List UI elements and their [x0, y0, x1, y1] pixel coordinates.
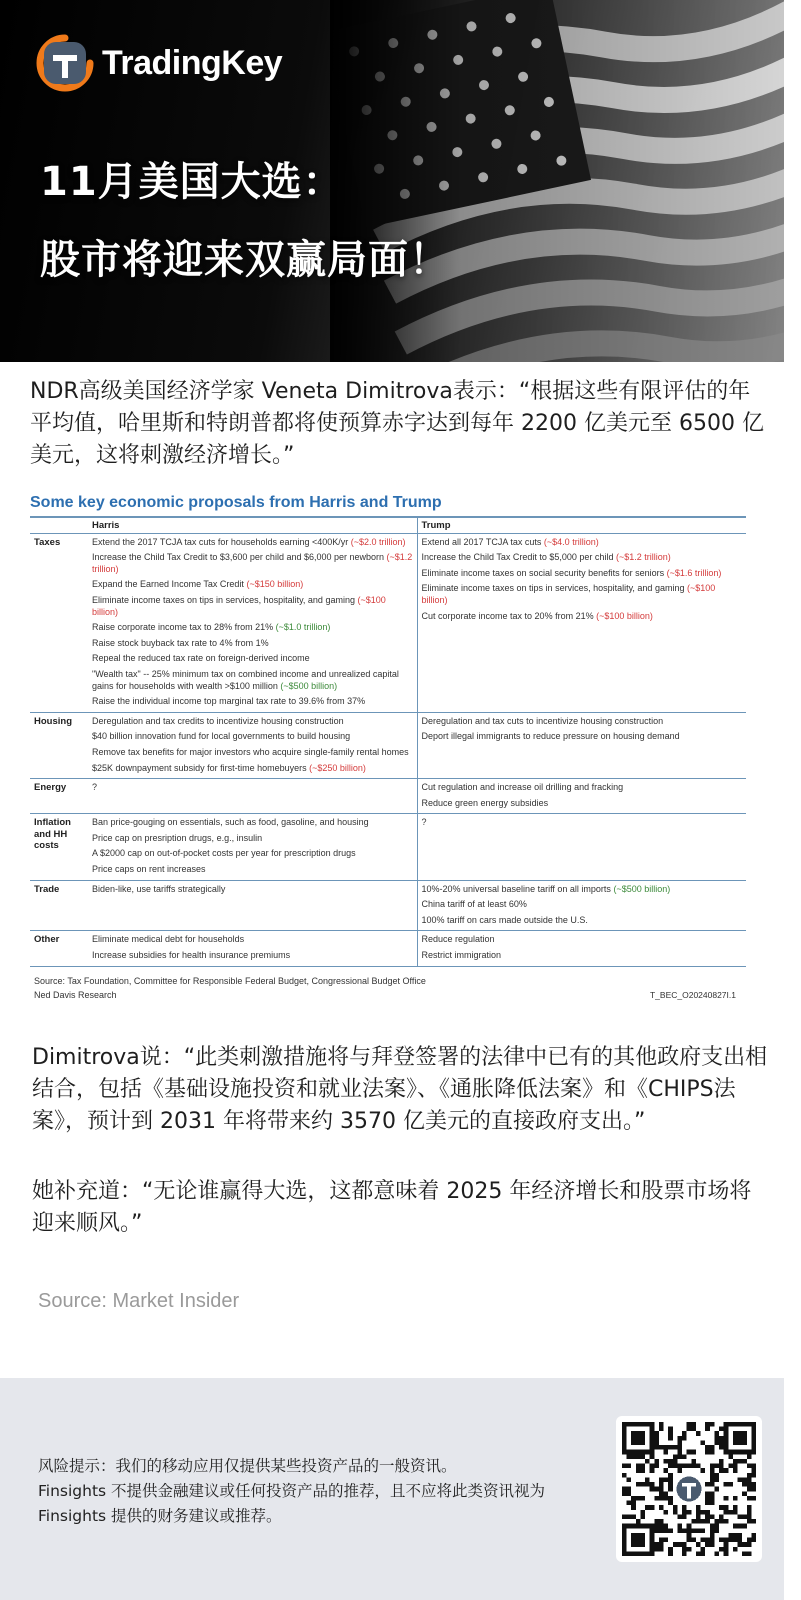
proposal-text: Cut regulation and increase oil drilling and fracking: [421, 782, 624, 793]
harris-proposal: [92, 950, 413, 962]
us-flag-image: [330, 0, 784, 362]
proposal-text: Ban price-gouging on essentials, such as food, gasoline, and housing: [92, 817, 369, 828]
harris-cell: [88, 880, 417, 931]
harris-cell: [88, 712, 417, 778]
trump-proposal: [422, 915, 743, 927]
trump-proposal: [422, 568, 743, 580]
article-source: Source: Market Insider: [38, 1290, 240, 1312]
proposal-text: A $2000 cap on out-of-pocket costs per year for prescription drugs: [92, 848, 356, 859]
proposal-cost: (~$2.0 trillion): [350, 536, 406, 547]
proposals-table-body: [30, 533, 746, 966]
proposal-cost: (~$100 billion): [421, 583, 716, 605]
proposal-cost: (~$100 billion): [596, 610, 653, 621]
header-category: [30, 517, 88, 533]
figure-title: Some key economic proposals from Harris and Trump: [30, 494, 442, 511]
table-row: [30, 880, 746, 931]
proposal-text: Cut corporate income tax to 20% from 21%: [421, 610, 594, 621]
proposal-cost: (~$150 billion): [246, 579, 304, 590]
trump-proposal: [422, 716, 743, 728]
proposal-text: 100% tariff on cars made outside the U.S.: [421, 914, 588, 925]
proposal-text: Remove tax benefits for major investors who acquire single-family rental homes: [92, 746, 409, 757]
proposal-text: 10%-20% universal baseline tariff on all imports: [421, 883, 611, 894]
harris-cell: [88, 779, 417, 814]
proposal-text: Deregulation and tax cuts to incentivize housing construction: [421, 715, 664, 726]
trump-proposal: [422, 731, 743, 743]
proposal-text: Eliminate medical debt for households: [92, 934, 245, 945]
trump-proposal: [422, 817, 743, 829]
proposal-text: Extend the 2017 TCJA tax cuts for households earning <400K/yr: [92, 536, 349, 547]
hero-banner: [0, 0, 784, 362]
harris-proposal: [92, 848, 413, 860]
dimitrova-quote-paragraph: Dimitrova说：“此类刺激措施将与拜登签署的法律中已有的其他政府支出相结合，包括《基础设施投资和就业法案》、《通胀降低法案》和《CHIPS法案》，预计到 2031 年将带来约 3570 亿美元的直接政府支出。”: [32, 1045, 768, 1134]
harris-proposal: [92, 833, 413, 845]
qr-code-icon: [622, 1422, 756, 1556]
table-row: [30, 779, 746, 814]
proposal-text: Raise corporate income tax to 28% from 21%: [92, 622, 274, 633]
row-category: Trade: [30, 880, 88, 931]
hero-title-line2: 股市将迎来双赢局面！: [40, 237, 450, 283]
harris-proposal: [92, 595, 413, 618]
harris-cell: [88, 814, 417, 880]
proposal-text: Reduce regulation: [421, 934, 495, 945]
intro-paragraph: NDR高级美国经济学家 Veneta Dimitrova表示：“根据这些有限评估的年平均值，哈里斯和特朗普都将使预算赤字达到每年 2200 亿美元至 6500 亿美元，这将刺激经济增长。”: [30, 379, 764, 468]
proposal-text: Restrict immigration: [421, 950, 502, 961]
proposal-cost: (~$500 billion): [613, 883, 671, 894]
proposals-table: [30, 516, 746, 967]
row-category: Inflation and HH costs: [30, 814, 88, 880]
proposal-text: Raise stock buyback tax rate to 4% from 1%: [92, 637, 269, 648]
row-category: Housing: [30, 712, 88, 778]
proposal-text: ?: [92, 782, 98, 793]
proposal-text: ?: [421, 817, 427, 828]
tailwind-quote-paragraph: 她补充道：“无论谁赢得大选，这都意味着 2025 年经济增长和股票市场将迎来顺风。”: [32, 1179, 752, 1236]
proposal-cost: (~$1.0 trillion): [275, 622, 331, 633]
risk-disclaimer: [38, 1454, 598, 1529]
table-row: [30, 931, 746, 966]
row-category: Taxes: [30, 533, 88, 712]
proposal-text: Price cap on presription drugs, e.g., insulin: [92, 832, 263, 843]
proposal-text: Repeal the reduced tax rate on foreign-derived income: [92, 653, 310, 664]
brand-name: TradingKey: [102, 43, 283, 82]
harris-proposal: [92, 669, 413, 692]
proposal-text: Raise the individual income top marginal tax rate to 39.6% from 37%: [92, 696, 366, 707]
proposal-text: "Wealth tax" -- 25% minimum tax on combined income and unrealized capital gains for households with wealth >$100 million: [92, 668, 399, 691]
trump-proposal: [422, 552, 743, 564]
proposal-text: Increase the Child Tax Credit to $5,000 per child: [421, 552, 614, 563]
harris-proposal: [92, 817, 413, 829]
proposal-text: China tariff of at least 60%: [421, 899, 527, 910]
proposal-text: Expand the Earned Income Tax Credit: [92, 579, 244, 590]
harris-proposal: [92, 731, 413, 743]
row-category: Other: [30, 931, 88, 966]
proposal-text: $25K downpayment subsidy for first-time homebuyers: [92, 762, 307, 773]
header-trump: Trump: [417, 517, 746, 533]
trump-proposal: [422, 798, 743, 810]
row-category: Energy: [30, 779, 88, 814]
proposal-text: Price caps on rent increases: [92, 864, 206, 875]
proposal-text: Biden-like, use tariffs strategically: [92, 883, 226, 894]
harris-proposal: [92, 763, 413, 775]
proposal-text: Deregulation and tax credits to incentivize housing construction: [92, 715, 344, 726]
harris-proposal: [92, 653, 413, 665]
proposal-text: Deport illegal immigrants to reduce pressure on housing demand: [421, 731, 680, 742]
trump-proposal: [422, 950, 743, 962]
header-harris: Harris: [88, 517, 417, 533]
trump-proposal: [422, 899, 743, 911]
proposal-cost: (~$1.6 trillion): [666, 567, 722, 578]
harris-proposal: [92, 622, 413, 634]
proposal-text: Eliminate income taxes on tips in services, hospitality, and gaming: [421, 583, 685, 594]
proposal-cost: (~$100 billion): [92, 594, 386, 617]
proposal-text: Eliminate income taxes on tips in services, hospitality, and gaming: [92, 594, 355, 605]
proposal-cost: (~$4.0 trillion): [543, 536, 599, 547]
hero-title-line1: 11月美国大选：: [40, 159, 344, 205]
harris-cell: [88, 931, 417, 966]
proposal-text: Increase the Child Tax Credit to $3,600 per child and $6,000 per newborn: [92, 552, 385, 563]
risk-line-2: Finsights 不提供金融建议或任何投资产品的推荐，且不应将此类资讯视为 Finsights 提供的财务建议或推荐。: [38, 1482, 546, 1525]
proposal-text: Reduce green energy subsidies: [421, 797, 549, 808]
harris-proposal: [92, 934, 413, 946]
proposals-table-figure: [30, 494, 746, 1006]
proposal-cost: (~$1.2 trillion): [615, 552, 671, 563]
trump-cell: [417, 779, 746, 814]
trump-proposal: [422, 583, 743, 606]
figure-publisher: Ned Davis Research: [34, 990, 117, 1000]
harris-proposal: [92, 716, 413, 728]
trump-proposal: [422, 611, 743, 623]
trump-cell: [417, 712, 746, 778]
harris-proposal: [92, 884, 413, 896]
proposal-text: Increase subsidies for health insurance premiums: [92, 950, 291, 961]
trump-proposal: [422, 934, 743, 946]
tradingkey-logo-icon: [36, 34, 94, 92]
trump-proposal: [422, 537, 743, 549]
trump-cell: [417, 814, 746, 880]
figure-code: T_BEC_O20240827I.1: [649, 990, 736, 1000]
trump-cell: [417, 931, 746, 966]
harris-proposal: [92, 696, 413, 708]
proposal-text: Extend all 2017 TCJA tax cuts: [421, 536, 542, 547]
proposal-cost: (~$500 billion): [280, 680, 338, 691]
harris-proposal: [92, 782, 413, 794]
table-row: [30, 712, 746, 778]
harris-proposal: [92, 864, 413, 876]
harris-proposal: [92, 579, 413, 591]
risk-line-1: 风险提示：我们的移动应用仅提供某些投资产品的一般资讯。: [38, 1457, 457, 1475]
qr-code[interactable]: [616, 1416, 762, 1562]
trump-proposal: [422, 884, 743, 896]
proposal-text: $40 billion innovation fund for local governments to build housing: [92, 731, 351, 742]
proposal-cost: (~$1.2 trillion): [92, 552, 413, 574]
harris-proposal: [92, 537, 413, 549]
harris-proposal: [92, 747, 413, 759]
proposal-cost: (~$250 billion): [309, 762, 366, 773]
table-row: [30, 533, 746, 712]
proposal-text: Eliminate income taxes on social security benefits for seniors: [421, 567, 665, 578]
brand-logo[interactable]: [36, 34, 282, 92]
harris-proposal: [92, 552, 413, 575]
table-row: [30, 814, 746, 880]
trump-cell: [417, 880, 746, 931]
trump-cell: [417, 533, 746, 712]
trump-proposal: [422, 782, 743, 794]
harris-proposal: [92, 638, 413, 650]
figure-source-note: Source: Tax Foundation, Committee for Responsible Federal Budget, Congressional Budget Office: [34, 976, 426, 986]
harris-cell: [88, 533, 417, 712]
